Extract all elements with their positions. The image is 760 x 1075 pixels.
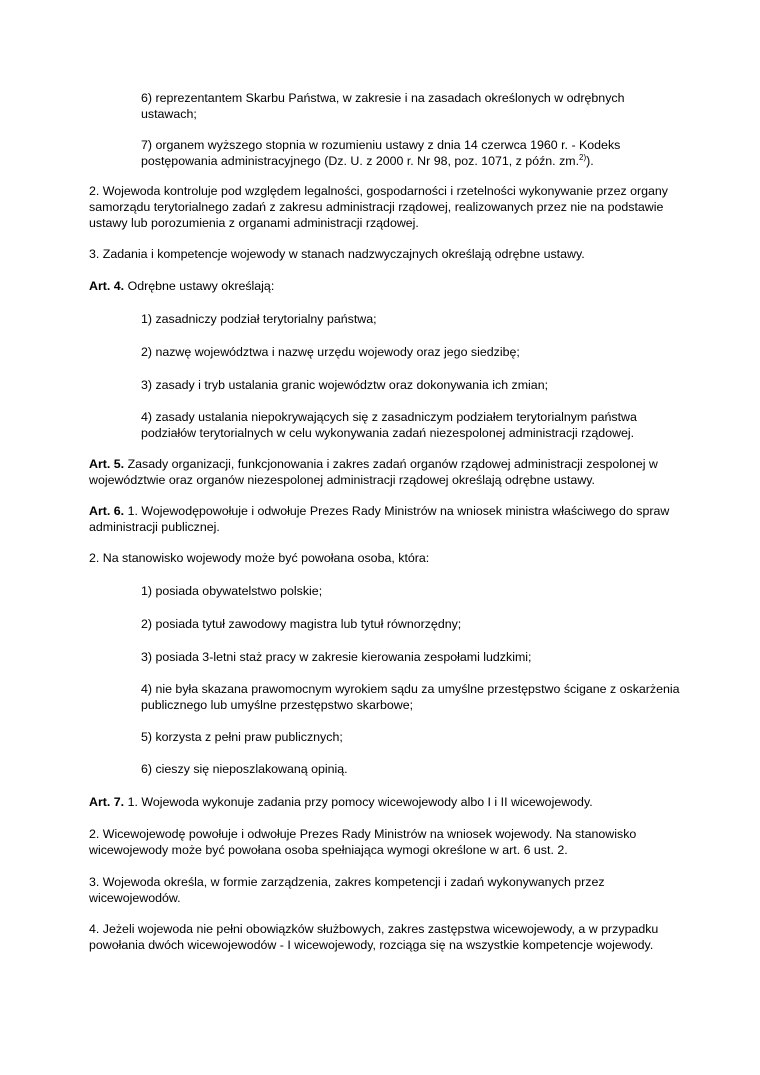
- art5: Art. 5. Zasady organizacji, funkcjonowania i zakres zadań organów rządowej administracji zespolonej w województwie oraz organów niezespolonej administracji rządowej określają odrębne ustawy.: [89, 457, 658, 487]
- art6-point-6: 6) cieszy się nieposzlakowaną opinią.: [141, 762, 348, 776]
- art6-ust1: Art. 6. 1. Wojewodępowołuje i odwołuje Prezes Rady Ministrów na wniosek ministra właściwego do spraw administracji publicznej.: [89, 504, 670, 534]
- art6-point-5: 5) korzysta z pełni praw publicznych;: [141, 730, 343, 744]
- art3-ust2: 2. Wojewoda kontroluje pod względem legalności, gospodarności i rzetelności wykonywanie przez organy samorządu terytorialnego zadań z zakresu administracji rządowej, realizowanych przez nie na podstawie ustawy lub porozumienia z organami administracji rządowej.: [89, 184, 669, 230]
- point-6-treasury: 6) reprezentantem Skarbu Państwa, w zakresie i na zasadach określonych w odrębnych ustawach;: [141, 91, 625, 121]
- art7-ust1: Art. 7. 1. Wojewoda wykonuje zadania przy pomocy wicewojewody albo I i II wicewojewody.: [89, 795, 593, 809]
- article-number: Art. 7.: [89, 795, 125, 809]
- article-number: Art. 4.: [89, 279, 125, 293]
- art7-ust4: 4. Jeżeli wojewoda nie pełni obowiązków służbowych, zakres zastępstwa wicewojewody, a w przypadku powołania dwóch wicewojewodów - I wicewojewody, rozciąga się na wszystkie kompetencje wojewody.: [89, 922, 659, 952]
- art6-point-4: 4) nie była skazana prawomocnym wyrokiem sądu za umyślne przestępstwo ścigane z oskarżenia publicznego lub umyślne przestępstwo skarbowe;: [141, 682, 680, 712]
- art7-ust3: 3. Wojewoda określa, w formie zarządzenia, zakres kompetencji i zadań wykonywanych przez wicewojewodów.: [89, 875, 605, 905]
- art3-ust3: 3. Zadania i kompetencje wojewody w stanach nadzwyczajnych określają odrębne ustawy.: [89, 247, 585, 261]
- art4-point-3: 3) zasady i tryb ustalania granic województw oraz dokonywania ich zmian;: [141, 378, 549, 392]
- point-7-higher-authority: 7) organem wyższego stopnia w rozumieniu ustawy z dnia 14 czerwca 1960 r. - Kodeks postępowania administracyjnego (Dz. U. z 2000 r. Nr 98, poz. 1071, z późn. zm.$^{2)}$).: [141, 138, 621, 168]
- art6-point-1: 1) posiada obywatelstwo polskie;: [141, 584, 323, 598]
- art4-point-4: 4) zasady ustalania niepokrywających się z zasadniczym podziałem terytorialnym państwa podziałów terytorialnych w celu wykonywania zadań niezespolonej administracji rządowej.: [141, 410, 637, 440]
- article-number: Art. 6.: [89, 504, 125, 518]
- article-number: Art. 5.: [89, 457, 125, 471]
- art4-point-2: 2) nazwę województwa i nazwę urzędu wojewody oraz jego siedzibę;: [141, 345, 520, 359]
- art4-heading: Art. 4. Odrębne ustawy określają:: [89, 279, 275, 293]
- art6-point-2: 2) posiada tytuł zawodowy magistra lub tytuł równorzędny;: [141, 617, 462, 631]
- art4-point-1: 1) zasadniczy podział terytorialny państwa;: [141, 312, 377, 326]
- art6-ust2: 2. Na stanowisko wojewody może być powołana osoba, która:: [89, 551, 430, 565]
- art6-point-3: 3) posiada 3-letni staż pracy w zakresie kierowania zespołami ludzkimi;: [141, 650, 532, 664]
- footnote-ref: 2): [579, 153, 587, 162]
- art7-ust2: 2. Wicewojewodę powołuje i odwołuje Prezes Rady Ministrów na wniosek wojewody. Na stanowisko wicewojewody może być powołana osoba spełniająca wymogi określone w art. 6 ust. 2.: [89, 827, 637, 857]
